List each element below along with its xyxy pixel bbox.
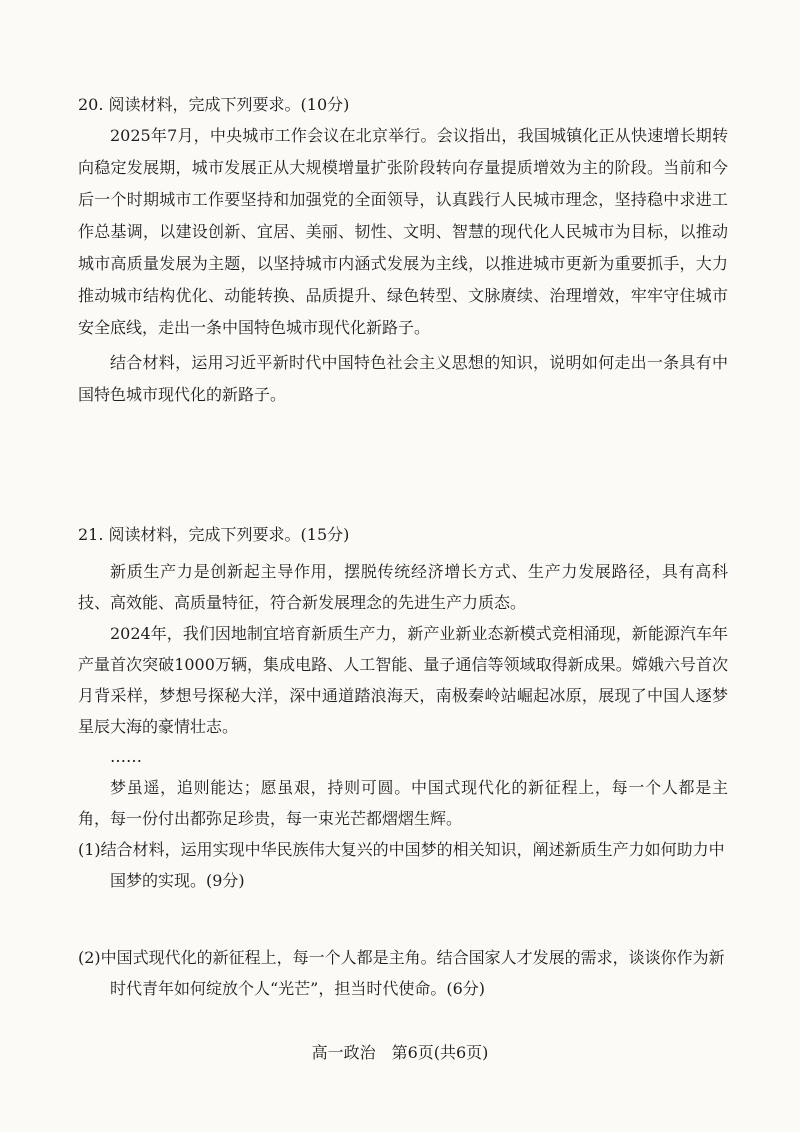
question-21 (78, 522, 728, 1004)
question-21-subquestion-2: (2)中国式现代化的新征程上，每一个人都是主角。结合国家人才发展的需求，谈谈你作为新时代青年如何绽放个人“光芒”，担当时代使命。(6分) (78, 948, 725, 998)
ellipsis: …… (110, 747, 142, 766)
question-20-material: 2025年7月，中央城市工作会议在北京举行。会议指出，我国城镇化正从快速增长期转向稳定发展期，城市发展正从大规模增量扩张阶段转向存量提质增效为主的阶段。当前和今后一个时期城市工作要坚持和加强党的全面领导，认真践行人民城市理念，坚持稳中求进工作总基调，以建设创新、宜居、美丽、韧性、文明、智慧的现代化人民城市为目标，以推动城市高质量发展为主题，以坚持城市内涵式发展为主线，以推进城市更新为重要抓手，大力推动城市结构优化、动能转换、品质提升、绿色转型、文脉赓续、治理增效，牢牢守住城市安全底线，走出一条中国特色城市现代化新路子。 (78, 126, 728, 337)
question-21-material-3: 梦虽遥，追则能达；愿虽艰，持则可圆。中国式现代化的新征程上，每一个人都是主角，每一份付出都弥足珍贵，每一束光芒都熠熠生辉。 (78, 778, 728, 828)
question-21-subquestion-1: (1)结合材料，运用实现中华民族伟大复兴的中国梦的相关知识，阐述新质生产力如何助力中国梦的实现。(9分) (78, 840, 725, 890)
page-footer: 高一政治 第6页(共6页) (311, 1043, 489, 1062)
question-20-heading: 20. 阅读材料，完成下列要求。(10分) (78, 95, 350, 114)
question-21-material-1: 新质生产力是创新起主导作用，摆脱传统经济增长方式、生产力发展路径，具有高科技、高效能、高质量特征，符合新发展理念的先进生产力质态。 (78, 562, 728, 612)
question-20 (78, 92, 728, 411)
question-21-heading: 21. 阅读材料，完成下列要求。(15分) (78, 525, 350, 544)
question-20-task: 结合材料，运用习近平新时代中国特色社会主义思想的知识，说明如何走出一条具有中国特色城市现代化的新路子。 (78, 353, 728, 404)
question-21-material-2: 2024年，我们因地制宜培育新质生产力，新产业新业态新模式竞相涌现，新能源汽车年产量首次突破1000万辆，集成电路、人工智能、量子通信等领域取得新成果。嫦娥六号首次月背采样，梦想号探秘大洋，深中通道踏浪海天，南极秦岭站崛起冰原，展现了中国人逐梦星辰大海的豪情壮志。 (78, 624, 728, 736)
